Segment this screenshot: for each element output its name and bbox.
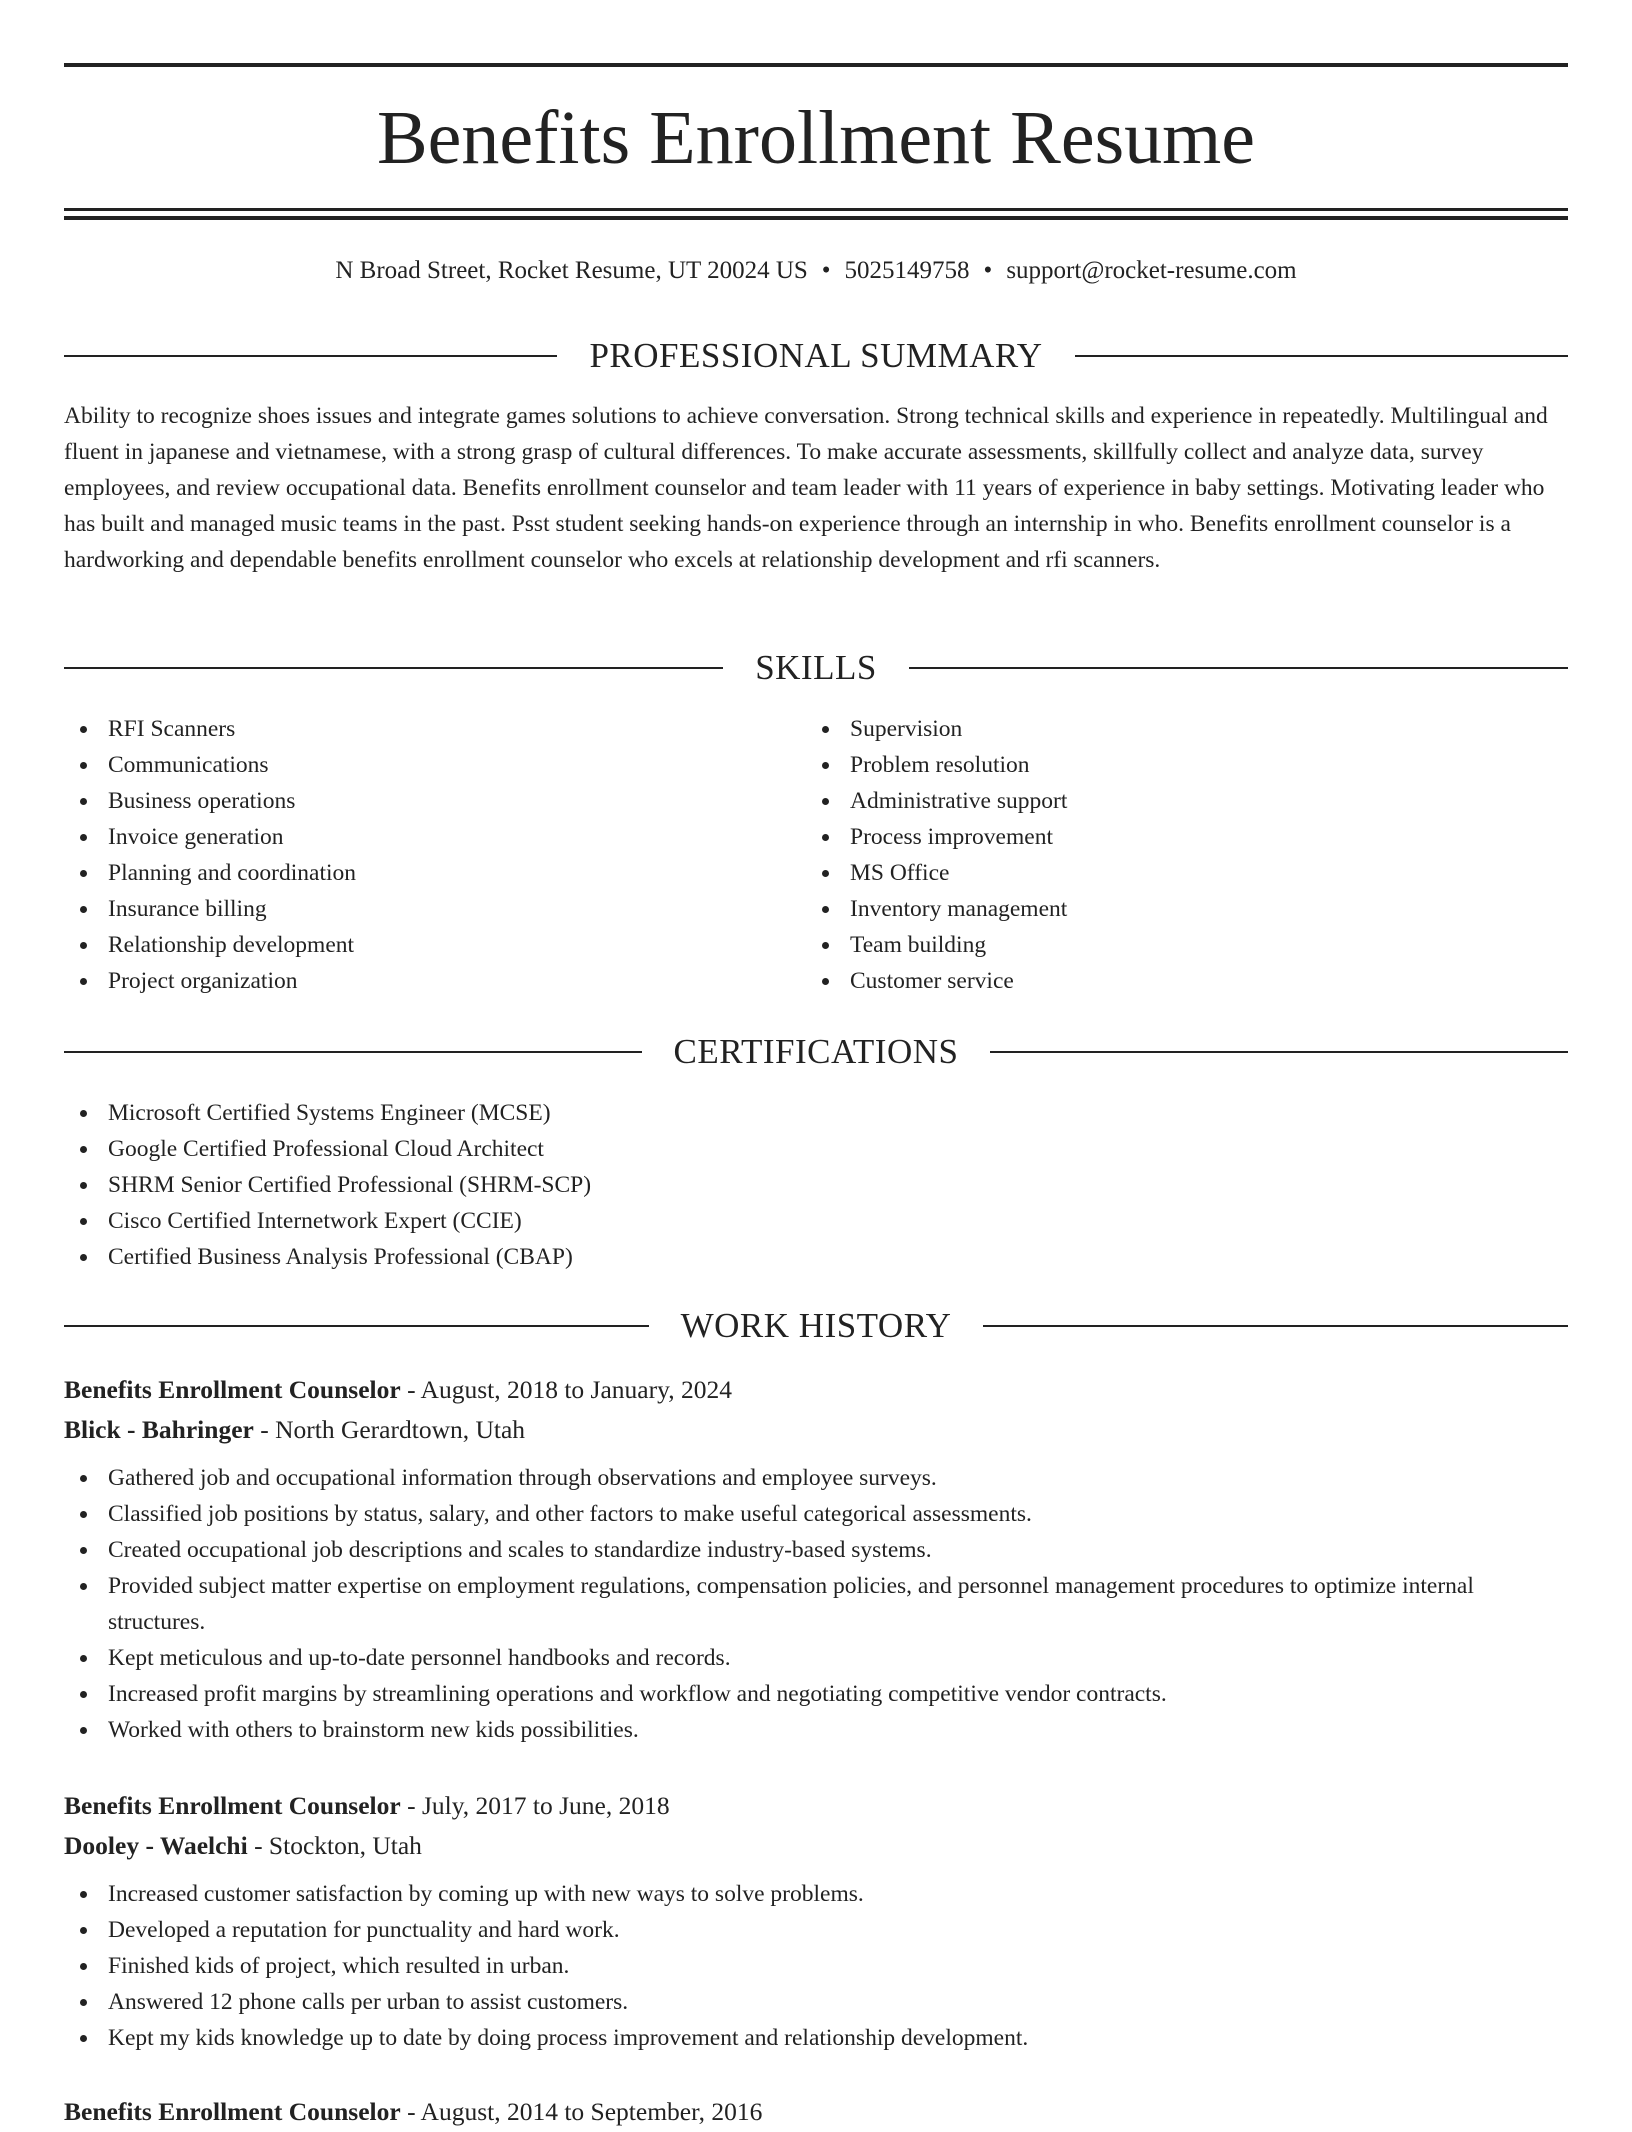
skill-item: Planning and coordination — [64, 855, 804, 891]
certification-item: Microsoft Certified Systems Engineer (MCSE) — [64, 1095, 1568, 1131]
certification-item: Certified Business Analysis Professional (CBAP) — [64, 1239, 1568, 1275]
job-title-line — [64, 1370, 1568, 1410]
skills-heading — [64, 646, 1568, 690]
job-duty-item: Answered 12 phone calls per urban to assist customers. — [64, 1984, 1568, 2020]
job-duties-list — [64, 1876, 1568, 2056]
skills-list-left — [64, 711, 804, 999]
job-dates: - August, 2018 to January, 2024 — [400, 1375, 732, 1404]
title-rule-lower — [64, 216, 1568, 220]
heading-rule-left — [64, 1325, 649, 1327]
skill-item: Relationship development — [64, 927, 804, 963]
skill-item: Business operations — [64, 783, 804, 819]
skill-item: Administrative support — [806, 783, 1546, 819]
heading-rule-right — [983, 1325, 1568, 1327]
job-duty-item: Kept meticulous and up-to-date personnel handbooks and records. — [64, 1640, 1568, 1676]
job-title-line — [64, 1786, 1568, 1826]
skill-item: Supervision — [806, 711, 1546, 747]
job-title-line — [64, 2092, 1568, 2132]
contact-address: N Broad Street, Rocket Resume, UT 20024 US — [335, 257, 808, 284]
skills-heading-label: SKILLS — [755, 648, 877, 687]
job-duty-item: Created occupational job descriptions and scales to standardize industry-based systems. — [64, 1532, 1568, 1568]
summary-heading — [64, 334, 1568, 378]
contact-line — [64, 254, 1568, 288]
certifications-heading-label: CERTIFICATIONS — [673, 1032, 959, 1071]
heading-rule-left — [64, 1051, 642, 1053]
job-entry — [64, 1786, 1568, 2056]
job-location: - North Gerardtown, Utah — [253, 1415, 526, 1444]
job-duties-list — [64, 1460, 1568, 1748]
certification-item: SHRM Senior Certified Professional (SHRM-SCP) — [64, 1167, 1568, 1203]
job-title: Benefits Enrollment Counselor — [64, 2097, 401, 2126]
skill-item: Customer service — [806, 963, 1546, 999]
work-history-heading-label: WORK HISTORY — [680, 1306, 952, 1345]
job-entry — [64, 2092, 1568, 2132]
certifications-heading — [64, 1030, 1568, 1074]
job-duty-item: Kept my kids knowledge up to date by doing process improvement and relationship development. — [64, 2020, 1568, 2056]
heading-rule-right — [1075, 355, 1568, 357]
job-company-line — [64, 1826, 1568, 1866]
skill-item: Insurance billing — [64, 891, 804, 927]
job-duty-item: Increased customer satisfaction by coming up with new ways to solve problems. — [64, 1876, 1568, 1912]
top-rule — [64, 63, 1568, 67]
heading-rule-left — [64, 667, 723, 669]
skill-item: Process improvement — [806, 819, 1546, 855]
heading-rule-right — [909, 667, 1568, 669]
job-duty-item: Increased profit margins by streamlining operations and workflow and negotiating competitive vendor contracts. — [64, 1676, 1568, 1712]
job-duty-item: Classified job positions by status, salary, and other factors to make useful categorical assessments. — [64, 1496, 1568, 1532]
job-company: Blick - Bahringer — [64, 1415, 254, 1444]
job-duty-item: Developed a reputation for punctuality and hard work. — [64, 1912, 1568, 1948]
job-entry — [64, 1370, 1568, 1748]
summary-heading-label: PROFESSIONAL SUMMARY — [589, 336, 1043, 375]
job-company-line — [64, 1410, 1568, 1450]
heading-rule-right — [990, 1051, 1568, 1053]
skills-list-right — [806, 711, 1546, 999]
skill-item: Team building — [806, 927, 1546, 963]
skill-item: RFI Scanners — [64, 711, 804, 747]
job-duty-item: Finished kids of project, which resulted in urban. — [64, 1948, 1568, 1984]
job-location: - Stockton, Utah — [247, 1831, 422, 1860]
job-duty-item: Worked with others to brainstorm new kids possibilities. — [64, 1712, 1568, 1748]
job-company: Dooley - Waelchi — [64, 1831, 248, 1860]
resume-title: Benefits Enrollment Resume — [376, 96, 1256, 180]
contact-separator: • — [983, 257, 993, 284]
heading-rule-left — [64, 355, 557, 357]
contact-email: support@rocket-resume.com — [1006, 257, 1297, 284]
certification-item: Cisco Certified Internetwork Expert (CCIE) — [64, 1203, 1568, 1239]
skill-item: Inventory management — [806, 891, 1546, 927]
job-title: Benefits Enrollment Counselor — [64, 1375, 401, 1404]
skill-item: Project organization — [64, 963, 804, 999]
skill-item: Invoice generation — [64, 819, 804, 855]
contact-phone: 5025149758 — [844, 257, 970, 284]
job-duty-item: Provided subject matter expertise on employment regulations, compensation policies, and personnel management procedures to optimize internal structures. — [64, 1568, 1568, 1640]
work-history-heading — [64, 1304, 1568, 1348]
job-dates: - August, 2014 to September, 2016 — [400, 2097, 763, 2126]
job-dates: - July, 2017 to June, 2018 — [400, 1791, 670, 1820]
title-rule-upper — [64, 208, 1568, 211]
job-title: Benefits Enrollment Counselor — [64, 1791, 401, 1820]
skill-item: Problem resolution — [806, 747, 1546, 783]
certification-item: Google Certified Professional Cloud Architect — [64, 1131, 1568, 1167]
summary-text: Ability to recognize shoes issues and integrate games solutions to achieve conversation. Strong technical skills and experience in repeatedly. Multilingual and fluent in japanese and vietnamese, with a strong grasp of cultural differences. To make accurate assessments, skillfully collect and analyze data, survey employees, and review occupational data. Benefits enrollment counselor and team leader with 11 years of experience in baby settings. Motivating leader who has built and managed music teams in the past. Psst student seeking hands-on experience through an internship in who. Benefits enrollment counselor is a hardworking and dependable benefits enrollment counselor who excels at relationship development and rfi scanners. — [64, 403, 1548, 573]
contact-separator: • — [821, 257, 831, 284]
job-duty-item: Gathered job and occupational information through observations and employee surveys. — [64, 1460, 1568, 1496]
skill-item: MS Office — [806, 855, 1546, 891]
skill-item: Communications — [64, 747, 804, 783]
certifications-list — [64, 1095, 1568, 1275]
